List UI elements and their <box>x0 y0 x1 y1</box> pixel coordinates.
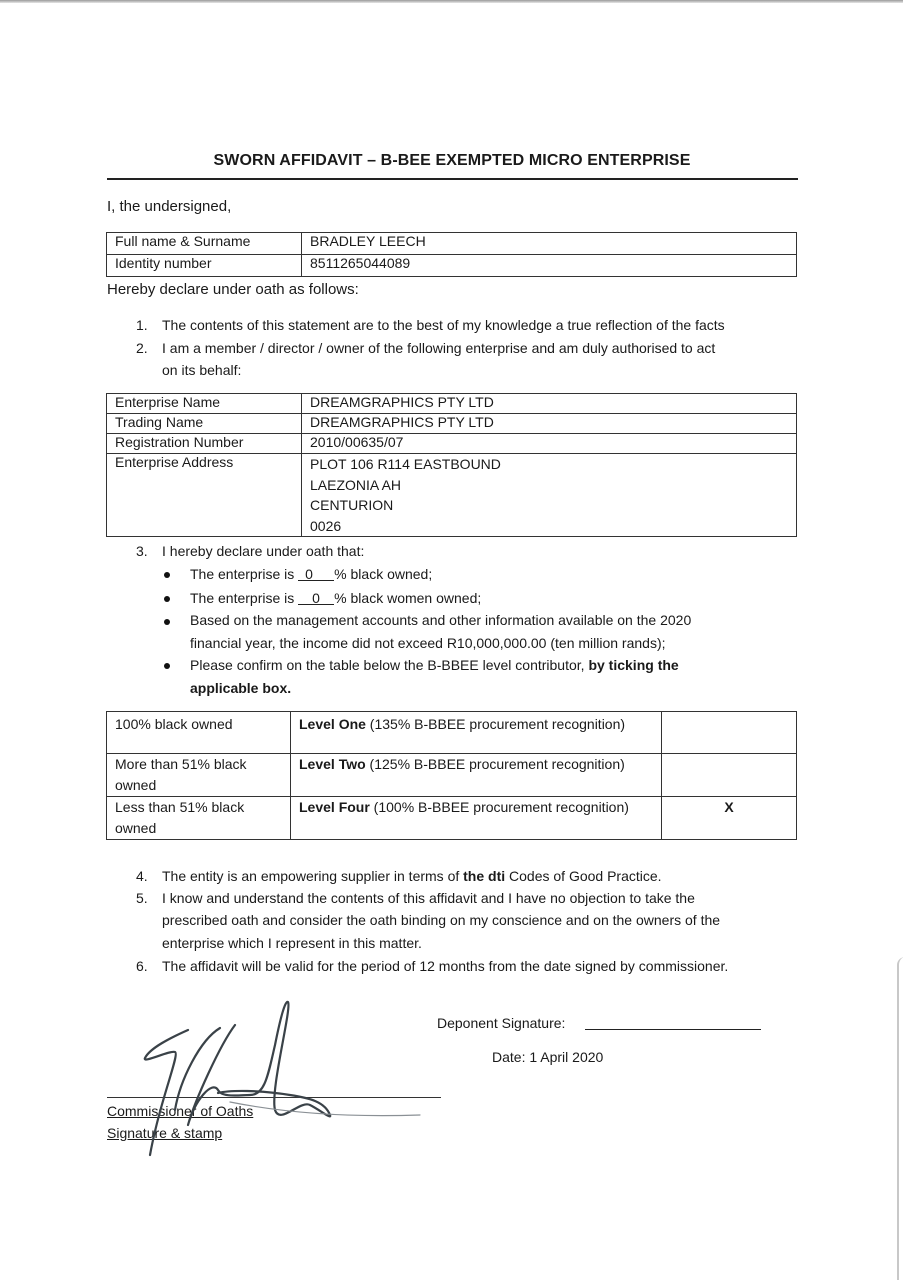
enterprise-address-label: Enterprise Address <box>107 454 302 537</box>
document-title: SWORN AFFIDAVIT – B-BEE EXEMPTED MICRO ENTERPRISE <box>213 152 691 169</box>
enterprise-table <box>106 393 797 537</box>
intro-text: I, the undersigned, <box>107 198 232 215</box>
enterprise-name-value: DREAMGRAPHICS PTY LTD <box>302 394 797 414</box>
ownership-cell: Less than 51% black owned <box>107 797 291 840</box>
signature-stamp-label: Signature & stamp <box>107 1125 223 1141</box>
item-5-line: prescribed oath and consider the oath binding on my conscience and on the owners of the <box>162 912 721 928</box>
enterprise-address-value <box>302 454 797 537</box>
income-line-1: Based on the management accounts and other information available on the 2020 <box>190 612 692 628</box>
table-row <box>107 712 797 754</box>
table-row <box>107 255 797 277</box>
page-edge-scrollbar[interactable] <box>897 957 903 1280</box>
women-owned-line: The enterprise is 0 % black women owned; <box>190 590 482 606</box>
table-row <box>107 454 797 537</box>
address-line: LAEZONIA AH <box>310 476 402 493</box>
item-5-line: enterprise which I represent in this matter. <box>162 935 422 951</box>
deponent-signature-label: Deponent Signature: <box>437 1015 566 1031</box>
enterprise-name-label: Enterprise Name <box>107 394 302 414</box>
item-1-number: 1. <box>136 317 148 333</box>
income-line-2: financial year, the income did not exceed R10,000,000.00 (ten million rands); <box>190 635 666 651</box>
registration-number-value: 2010/00635/07 <box>302 434 797 454</box>
address-line: CENTURION <box>310 497 394 513</box>
bullet-icon <box>164 596 170 602</box>
level-cell: Level Two (125% B-BBEE procurement recognition) <box>291 754 662 797</box>
deponent-signature-line[interactable] <box>585 1029 761 1030</box>
address-line: PLOT 106 R114 EASTBOUND <box>310 456 501 472</box>
declare-line: Hereby declare under oath as follows: <box>107 281 359 298</box>
deponent-name-value: BRADLEY LEECH <box>302 233 797 255</box>
item-4-text: The entity is an empowering supplier in terms of the dti Codes of Good Practice. <box>162 868 662 884</box>
item-2-text-cont: on its behalf: <box>162 362 242 378</box>
black-owned-field[interactable]: 0 <box>298 566 334 581</box>
bullet-icon <box>164 663 170 669</box>
item-6-number: 6. <box>136 958 148 974</box>
item-1-text: The contents of this statement are to the best of my knowledge a true reflection of the facts <box>162 317 725 333</box>
commissioner-label: Commissioner of Oaths <box>107 1103 254 1119</box>
item-4-number: 4. <box>136 868 148 884</box>
identity-number-label: Identity number <box>107 255 302 277</box>
bullet-icon <box>164 619 170 625</box>
level-cell: Level One (135% B-BBEE procurement recognition) <box>291 712 662 754</box>
identity-number-value: 8511265044089 <box>302 255 797 277</box>
confirm-line-1: Please confirm on the table below the B-BBEE level contributor, by ticking the <box>190 657 679 673</box>
bullet-icon <box>164 572 170 578</box>
item-2-text: I am a member / director / owner of the following enterprise and am duly authorised to act <box>162 340 716 356</box>
tick-box[interactable] <box>662 712 797 754</box>
table-row <box>107 797 797 840</box>
item-5-number: 5. <box>136 890 148 906</box>
level-table <box>106 711 797 840</box>
date-label: Date: 1 April 2020 <box>492 1049 604 1065</box>
trading-name-value: DREAMGRAPHICS PTY LTD <box>302 414 797 434</box>
item-3-text: I hereby declare under oath that: <box>162 543 365 559</box>
table-row <box>107 233 797 255</box>
tick-box-checked[interactable]: X <box>662 797 797 840</box>
item-6-text: The affidavit will be valid for the period of 12 months from the date signed by commissioner. <box>162 958 729 974</box>
ownership-cell: 100% black owned <box>107 712 291 754</box>
trading-name-label: Trading Name <box>107 414 302 434</box>
confirm-line-2: applicable box. <box>190 680 292 696</box>
table-row <box>107 414 797 434</box>
table-row <box>107 754 797 797</box>
tick-box[interactable] <box>662 754 797 797</box>
registration-number-label: Registration Number <box>107 434 302 454</box>
ownership-cell: More than 51% black owned <box>107 754 291 797</box>
address-line: 0026 <box>310 517 342 534</box>
deponent-table <box>106 232 797 277</box>
item-3-number: 3. <box>136 543 148 559</box>
deponent-name-label: Full name & Surname <box>107 233 302 255</box>
item-5-line: I know and understand the contents of this affidavit and I have no objection to take the <box>162 890 695 906</box>
black-owned-line: The enterprise is 0 % black owned; <box>190 566 433 582</box>
item-2-number: 2. <box>136 340 148 356</box>
table-row <box>107 434 797 454</box>
title-underline <box>107 178 798 180</box>
table-row <box>107 394 797 414</box>
women-owned-field[interactable]: 0 <box>298 590 334 605</box>
handwritten-signature-icon <box>100 990 440 1165</box>
level-cell: Level Four (100% B-BBEE procurement recognition) <box>291 797 662 840</box>
